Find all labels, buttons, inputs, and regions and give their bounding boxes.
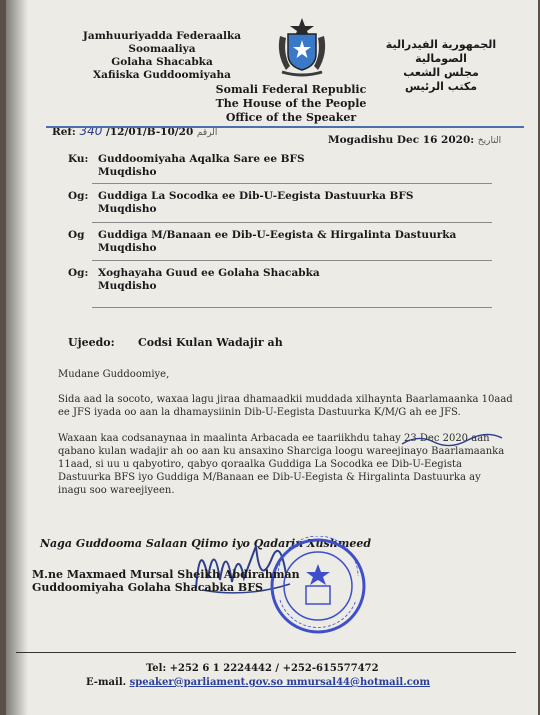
- footer-email-links[interactable]: speaker@parliament.gov.so mmursal44@hotmail.com: [129, 677, 431, 688]
- signatory-title: Guddoomiyaha Golaha Shacabka BFS: [32, 581, 263, 594]
- recipient-label: Ku:: [68, 153, 89, 165]
- recipient-city: Muqdisho: [98, 280, 157, 292]
- page-shadow: [6, 0, 28, 715]
- header-english-line-2: The House of the People: [215, 97, 367, 110]
- header-arabic-line-2: مجلس الشعب: [403, 66, 479, 79]
- letter-page: [6, 0, 538, 715]
- recipient-divider: [92, 222, 492, 223]
- reference-handwritten-number: 340: [79, 124, 103, 138]
- paragraph-2-line-3: 11aad, si uu u qabyotiro, qabyo qoraalka Guddiga La Socodka ee Dib-U-Eegista: [58, 459, 462, 470]
- header-english: [206, 83, 376, 125]
- header-arabic-line-3: مكتب الرئيس: [404, 80, 478, 93]
- reference-code: /12/01/B-10/20: [106, 126, 194, 138]
- recipient-label: Og:: [68, 190, 89, 202]
- recipient-city: Muqdisho: [98, 203, 157, 215]
- signatory: [32, 568, 300, 594]
- footer-email-label: E-mail.: [86, 677, 127, 688]
- recipient-name: Guddiga La Socodka ee Dib-U-Eegista Dastuurka BFS: [98, 190, 414, 202]
- recipient-divider: [92, 260, 492, 261]
- recipient-name: Xoghayaha Guud ee Golaha Shacabka: [98, 267, 320, 279]
- footer-telephone: Tel: +252 6 1 2224442 / +252-615577472: [146, 663, 379, 674]
- subject-value: Codsi Kulan Wadajir ah: [138, 336, 283, 349]
- closing-line: Naga Guddooma Salaan Qiimo iyo Qadarin Xushmeed: [40, 537, 372, 550]
- recipient-city: Muqdisho: [98, 242, 157, 254]
- salutation: Mudane Guddoomiye,: [58, 369, 170, 380]
- header-somali: [62, 30, 262, 82]
- header-arabic-line-1: الجمهورية الفيدرالية الصومالية: [385, 38, 497, 65]
- reference-arabic-label: الرقم: [196, 128, 218, 138]
- recipient-name: Guddoomiyaha Aqalka Sare ee BFS: [98, 153, 305, 165]
- recipient-name: Guddiga M/Banaan ee Dib-U-Eegista & Hirgalinta Dastuurka: [98, 229, 457, 241]
- recipient-label: Og: [68, 229, 85, 241]
- paragraph-2-line-5: inagu soo wareejiyeen.: [58, 485, 175, 496]
- header-somali-line-2: Golaha Shacabka: [111, 56, 213, 68]
- paragraph-2-line-1: Waxaan kaa codsanaynaa in maalinta Arbacada ee taariikhdu tahay 23 Dec 2020 aan: [58, 433, 490, 444]
- subject: [68, 336, 283, 349]
- date-text: Mogadishu Dec 16 2020:: [328, 134, 475, 146]
- letter-date: [328, 134, 501, 146]
- header-somali-line-3: Xafiiska Guddoomiyaha: [93, 69, 231, 81]
- subject-label: Ujeedo:: [68, 336, 115, 349]
- header-somali-line-1: Jamhuuriyadda Federaalka Soomaaliya: [82, 30, 242, 55]
- coat-of-arms-emblem: [274, 14, 330, 78]
- signatory-name: M.ne Maxmaed Mursal Sheikh Abdirahman: [32, 568, 300, 581]
- footer-divider: [16, 652, 516, 653]
- paragraph-2-line-2: qabano kulan wadajir ah oo aan ku ansaxino Sharciga loogu wareejinayo Baarlamaanka: [58, 446, 505, 457]
- header-english-line-3: Office of the Speaker: [225, 111, 357, 124]
- paragraph-1-line-2: ee JFS iyada oo aan la dhamaysiinin Dib-U-Eegista Dastuurka K/M/G ah ee JFS.: [58, 407, 461, 418]
- reference-label: Ref:: [52, 126, 76, 138]
- handwritten-mark: [398, 430, 508, 450]
- paragraph-2-line-4: Dastuurka BFS iyo Guddiga M/Banaan ee Dib-U-Eegista & Hirgalinta Dastuurka ay: [58, 472, 481, 483]
- recipient-city: Muqdisho: [98, 166, 157, 178]
- recipient-label: Og:: [68, 267, 89, 279]
- header-divider: [46, 126, 524, 128]
- recipient-divider: [92, 183, 492, 184]
- recipient-divider: [92, 307, 492, 308]
- header-arabic: [361, 38, 521, 94]
- paragraph-1-line-1: Sida aad la socoto, waxaa lagu jiraa dhamaadkii muddada xilhaynta Baarlamaanka 10aad: [58, 394, 513, 405]
- paragraph-1: [58, 393, 528, 419]
- footer-email-row: [86, 676, 430, 690]
- date-arabic-label: التاريخ: [477, 136, 502, 146]
- header-english-line-1: Somali Federal Republic: [215, 83, 367, 96]
